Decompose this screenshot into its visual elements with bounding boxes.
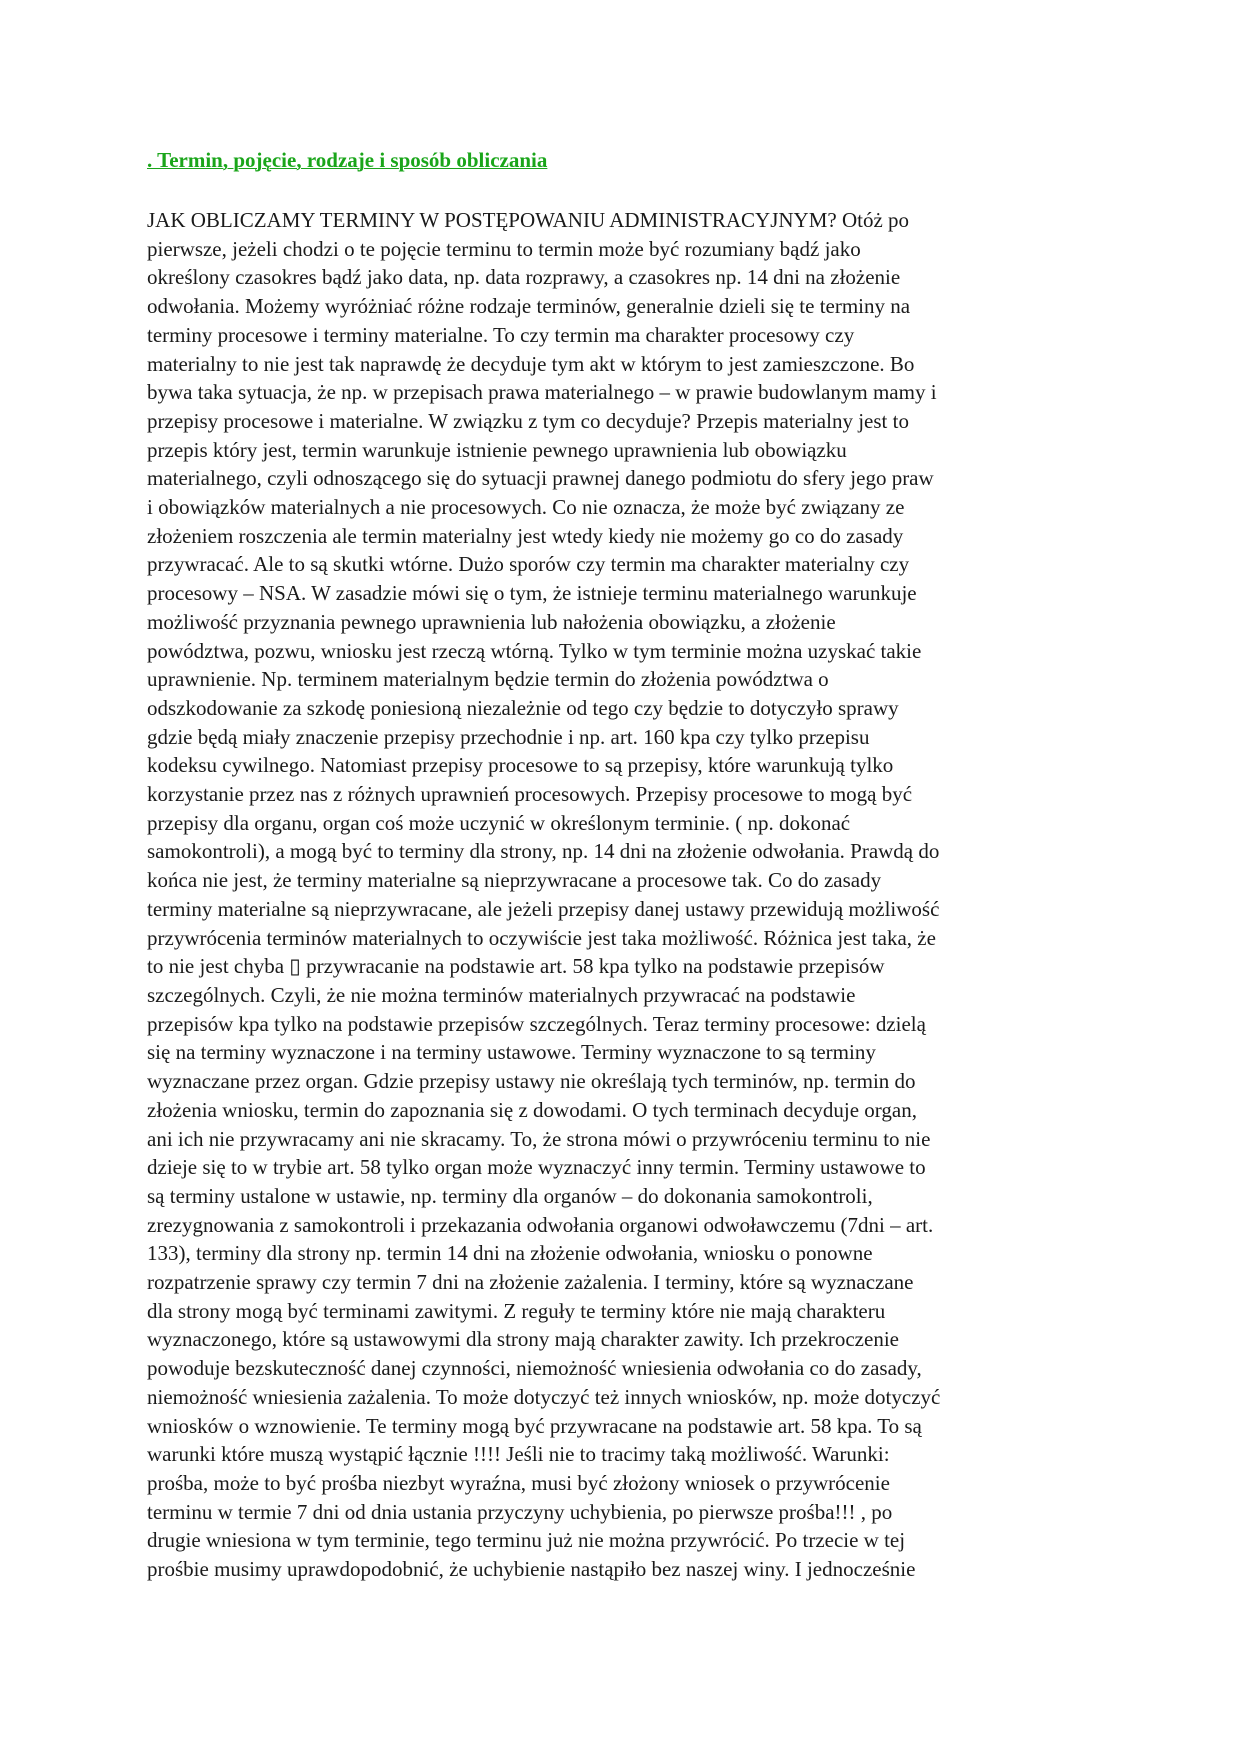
text-line: powoduje bezskuteczność danej czynności, niemożność wniesienia odwołania co do zasady, (147, 1356, 922, 1381)
text-line: wyznaczonego, które są ustawowymi dla strony mają charakter zawity. Ich przekroczenie (147, 1327, 899, 1352)
text-line: przepisów kpa tylko na podstawie przepisów szczególnych. Teraz terminy procesowe: dzielą (147, 1011, 926, 1036)
text-line: dla strony mogą być terminami zawitymi. Z reguły te terminy które nie mają charakteru (147, 1298, 886, 1323)
text-line: możliwość przyznania pewnego uprawnienia lub nałożenia obowiązku, a złożenie (147, 609, 836, 634)
text-line: rozpatrzenie sprawy czy termin 7 dni na złożenie zażalenia. I terminy, które są wyznaczane (147, 1270, 914, 1295)
text-line: warunki które muszą wystąpić łącznie !!!! Jeśli nie to tracimy taką możliwość. Warunki: (147, 1442, 890, 1467)
text-line: są terminy ustalone w ustawie, np. terminy dla organów – do dokonania samokontroli, (147, 1183, 873, 1208)
text-line: niemożność wniesienia zażalenia. To może dotyczyć też innych wniosków, np. może dotyczyć (147, 1384, 941, 1409)
text-line: przepis który jest, termin warunkuje istnienie pewnego uprawnienia lub obowiązku (147, 437, 847, 462)
text-line: dzieje się to w trybie art. 58 tylko organ może wyznaczyć inny termin. Terminy ustawowe to (147, 1155, 926, 1180)
text-line: terminu w termie 7 dni od dnia ustania przyczyny uchybienia, po pierwsze prośba!!! , po (147, 1499, 893, 1524)
text-line: przywracać. Ale to są skutki wtórne. Dużo sporów czy termin ma charakter materialny czy (147, 552, 910, 577)
text-line: prośba, może to być prośba niezbyt wyraźna, musi być złożony wniosek o przywrócenie (147, 1470, 890, 1495)
text-line: drugie wniesiona w tym terminie, tego terminu już nie można przywrócić. Po trzecie w tej (147, 1528, 906, 1553)
text-line: złożenia wniosku, termin do zapoznania się z dowodami. O tych terminach decyduje organ, (147, 1097, 917, 1122)
text-line: wniosków o wznowienie. Te terminy mogą być przywracane na podstawie art. 58 kpa. To są (147, 1413, 922, 1438)
text-line: terminy procesowe i terminy materialne. To czy termin ma charakter procesowy czy (147, 322, 855, 347)
text-line: prośbie musimy uprawdopodobnić, że uchybienie nastąpiło bez naszej winy. I jednocześnie (147, 1557, 916, 1582)
text-line: terminy materialne są nieprzywracane, ale jeżeli przepisy danej ustawy przewidują możliwość (147, 896, 940, 921)
text-line: korzystanie przez nas z różnych uprawnień procesowych. Przepisy procesowe to mogą być (147, 782, 913, 807)
text-line: materialnego, czyli odnoszącego się do sytuacji prawnej danego podmiotu do sfery jego praw (147, 466, 934, 491)
text-line: złożeniem roszczenia ale termin materialny jest wtedy kiedy nie możemy go co do zasady (147, 523, 904, 548)
text-line: szczególnych. Czyli, że nie można terminów materialnych przywracać na podstawie (147, 982, 856, 1007)
text-line: zrezygnowania z samokontroli i przekazania odwołania organowi odwoławczemu (7dni – art. (147, 1212, 934, 1237)
text-line: 133), terminy dla strony np. termin 14 dni na złożenie odwołania, wniosku o ponowne (147, 1241, 873, 1266)
text-line: przywrócenia terminów materialnych to oczywiście jest taka możliwość. Różnica jest taka, że (147, 925, 936, 950)
text-line: określony czasokres bądź jako data, np. data rozprawy, a czasokres np. 14 dni na złożenie (147, 265, 901, 290)
text-line: się na terminy wyznaczone i na terminy ustawowe. Terminy wyznaczone to są terminy (147, 1040, 876, 1065)
body-paragraph (147, 206, 1107, 1584)
text-line: końca nie jest, że terminy materialne są nieprzywracane a procesowe tak. Co do zasady (147, 868, 882, 893)
text-line: wyznaczane przez organ. Gdzie przepisy ustawy nie określają tych terminów, np. termin do (147, 1069, 916, 1094)
text-line: uprawnienie. Np. terminem materialnym będzie termin do złożenia powództwa o (147, 667, 829, 692)
text-line: samokontroli), a mogą być to terminy dla strony, np. 14 dni na złożenie odwołania. Prawdą do (147, 839, 940, 864)
text-line: odszkodowanie za szkodę poniesioną niezależnie od tego czy będzie to dotyczyło sprawy (147, 695, 899, 720)
text-line: pierwsze, jeżeli chodzi o te pojęcie terminu to termin może być rozumiany bądź jako (147, 236, 861, 261)
text-line: bywa taka sytuacja, że np. w przepisach prawa materialnego – w prawie budowlanym mamy i (147, 380, 937, 405)
text-line: gdzie będą miały znaczenie przepisy przechodnie i np. art. 160 kpa czy tylko przepisu (147, 724, 870, 749)
text-line: procesowy – NSA. W zasadzie mówi się o tym, że istnieje terminu materialnego warunkuje (147, 581, 917, 606)
text-line: przepisy dla organu, organ coś może uczynić w określonym terminie. ( np. dokonać (147, 810, 851, 835)
text-line: kodeksu cywilnego. Natomiast przepisy procesowe to są przepisy, które warunkują tylko (147, 753, 894, 778)
section-heading: . Termin, pojęcie, rodzaje i sposób obliczania (147, 148, 548, 172)
text-line: JAK OBLICZAMY TERMINY W POSTĘPOWANIU ADMINISTRACYJNYM? Otóż po (147, 208, 910, 232)
text-line: powództwa, pozwu, wniosku jest rzeczą wtórną. Tylko w tym terminie można uzyskać takie (147, 638, 922, 663)
text-line: to nie jest chyba ▯ przywracanie na podstawie art. 58 kpa tylko na podstawie przepisów (147, 954, 885, 979)
text-line: odwołania. Możemy wyróżniać różne rodzaje terminów, generalnie dzieli się te terminy na (147, 294, 911, 319)
text-line: i obowiązków materialnych a nie procesowych. Co nie oznacza, że może być związany ze (147, 495, 905, 520)
text-line: materialny to nie jest tak naprawdę że decyduje tym akt w którym to jest zamieszczone. Bo (147, 351, 915, 376)
text-line: ani ich nie przywracamy ani nie skracamy. To, że strona mówi o przywróceniu terminu to nie (147, 1126, 931, 1151)
text-line: przepisy procesowe i materialne. W związku z tym co decyduje? Przepis materialny jest to (147, 408, 909, 433)
